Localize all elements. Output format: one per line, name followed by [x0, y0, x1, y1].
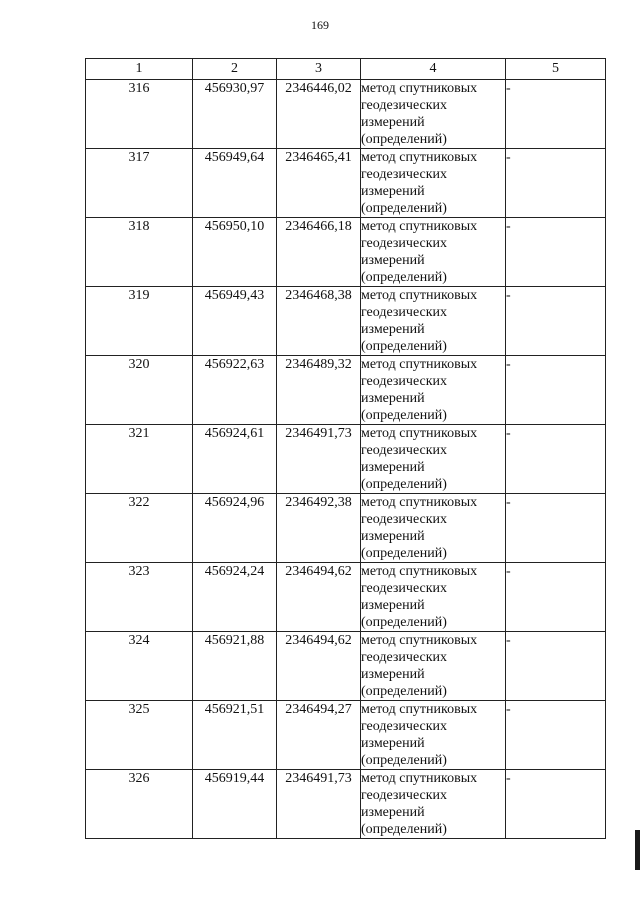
method-line: метод спутниковых: [361, 771, 478, 786]
method-line: измерений: [361, 184, 425, 199]
method-cell: [361, 425, 506, 494]
method-line: метод спутниковых: [361, 81, 478, 96]
accuracy-cell: -: [506, 770, 606, 839]
method-line: (определений): [361, 753, 447, 768]
coordinate-x: 456949,43: [193, 287, 277, 356]
method-line: (определений): [361, 132, 447, 147]
coordinate-y: 2346494,27: [277, 701, 361, 770]
table-row: [86, 356, 606, 425]
method-line: измерений: [361, 598, 425, 613]
accuracy-cell: -: [506, 287, 606, 356]
table-row: [86, 632, 606, 701]
method-line: геодезических: [361, 650, 448, 665]
coordinate-y: 2346491,73: [277, 425, 361, 494]
method-line: измерений: [361, 667, 425, 682]
method-cell: [361, 701, 506, 770]
point-number: 320: [86, 356, 193, 425]
page-number: 169: [311, 18, 329, 32]
method-line: измерений: [361, 460, 425, 475]
method-line: измерений: [361, 253, 425, 268]
accuracy-cell: -: [506, 425, 606, 494]
coordinates-table: [85, 58, 606, 839]
accuracy-cell: -: [506, 701, 606, 770]
method-cell: [361, 287, 506, 356]
table-header-row: [86, 59, 606, 80]
method-line: метод спутниковых: [361, 357, 478, 372]
coordinate-x: 456922,63: [193, 356, 277, 425]
method-line: измерений: [361, 391, 425, 406]
accuracy-cell: -: [506, 80, 606, 149]
column-header: 4: [361, 59, 506, 80]
table-body: [86, 80, 606, 839]
method-cell: [361, 770, 506, 839]
method-line: измерений: [361, 322, 425, 337]
method-line: геодезических: [361, 512, 448, 527]
method-cell: [361, 563, 506, 632]
coordinate-y: 2346491,73: [277, 770, 361, 839]
coordinate-x: 456949,64: [193, 149, 277, 218]
method-cell: [361, 149, 506, 218]
method-line: метод спутниковых: [361, 564, 478, 579]
method-line: метод спутниковых: [361, 633, 478, 648]
table-row: [86, 218, 606, 287]
method-line: измерений: [361, 115, 425, 130]
method-line: геодезических: [361, 788, 448, 803]
coordinate-y: 2346465,41: [277, 149, 361, 218]
method-line: геодезических: [361, 443, 448, 458]
point-number: 326: [86, 770, 193, 839]
point-number: 324: [86, 632, 193, 701]
method-line: геодезических: [361, 305, 448, 320]
table-row: [86, 563, 606, 632]
point-number: 325: [86, 701, 193, 770]
method-cell: [361, 356, 506, 425]
column-header: 3: [277, 59, 361, 80]
point-number: 323: [86, 563, 193, 632]
coordinate-y: 2346466,18: [277, 218, 361, 287]
method-line: (определений): [361, 270, 447, 285]
accuracy-cell: -: [506, 494, 606, 563]
point-number: 322: [86, 494, 193, 563]
method-line: геодезических: [361, 719, 448, 734]
method-cell: [361, 494, 506, 563]
coordinate-x: 456924,24: [193, 563, 277, 632]
method-line: измерений: [361, 529, 425, 544]
method-line: геодезических: [361, 236, 448, 251]
method-line: (определений): [361, 822, 447, 837]
coordinate-y: 2346494,62: [277, 632, 361, 701]
accuracy-cell: -: [506, 632, 606, 701]
method-cell: [361, 632, 506, 701]
method-line: метод спутниковых: [361, 495, 478, 510]
method-line: (определений): [361, 615, 447, 630]
table-row: [86, 149, 606, 218]
coordinate-y: 2346468,38: [277, 287, 361, 356]
column-header: 5: [506, 59, 606, 80]
coordinate-y: 2346494,62: [277, 563, 361, 632]
method-line: (определений): [361, 477, 447, 492]
method-line: (определений): [361, 684, 447, 699]
accuracy-cell: -: [506, 563, 606, 632]
column-header: 2: [193, 59, 277, 80]
coordinate-x: 456950,10: [193, 218, 277, 287]
point-number: 318: [86, 218, 193, 287]
method-line: геодезических: [361, 98, 448, 113]
method-line: (определений): [361, 408, 447, 423]
table-row: [86, 287, 606, 356]
coordinate-x: 456924,61: [193, 425, 277, 494]
coordinate-y: 2346446,02: [277, 80, 361, 149]
accuracy-cell: -: [506, 149, 606, 218]
point-number: 317: [86, 149, 193, 218]
coordinate-x: 456921,88: [193, 632, 277, 701]
method-line: метод спутниковых: [361, 150, 478, 165]
coordinate-y: 2346492,38: [277, 494, 361, 563]
method-line: (определений): [361, 546, 447, 561]
coordinate-x: 456921,51: [193, 701, 277, 770]
method-line: метод спутниковых: [361, 219, 478, 234]
method-line: (определений): [361, 339, 447, 354]
point-number: 321: [86, 425, 193, 494]
accuracy-cell: -: [506, 218, 606, 287]
method-cell: [361, 80, 506, 149]
method-cell: [361, 218, 506, 287]
method-line: геодезических: [361, 581, 448, 596]
column-header: 1: [86, 59, 193, 80]
scan-edge-mark: [635, 830, 640, 870]
coordinate-y: 2346489,32: [277, 356, 361, 425]
coordinate-x: 456919,44: [193, 770, 277, 839]
table-row: [86, 494, 606, 563]
method-line: метод спутниковых: [361, 702, 478, 717]
table-row: [86, 425, 606, 494]
table-row: [86, 701, 606, 770]
method-line: измерений: [361, 805, 425, 820]
method-line: метод спутниковых: [361, 426, 478, 441]
table-row: [86, 770, 606, 839]
method-line: метод спутниковых: [361, 288, 478, 303]
point-number: 319: [86, 287, 193, 356]
method-line: измерений: [361, 736, 425, 751]
method-line: геодезических: [361, 167, 448, 182]
table-row: [86, 80, 606, 149]
accuracy-cell: -: [506, 356, 606, 425]
point-number: 316: [86, 80, 193, 149]
method-line: (определений): [361, 201, 447, 216]
coordinate-x: 456930,97: [193, 80, 277, 149]
method-line: геодезических: [361, 374, 448, 389]
coordinate-x: 456924,96: [193, 494, 277, 563]
